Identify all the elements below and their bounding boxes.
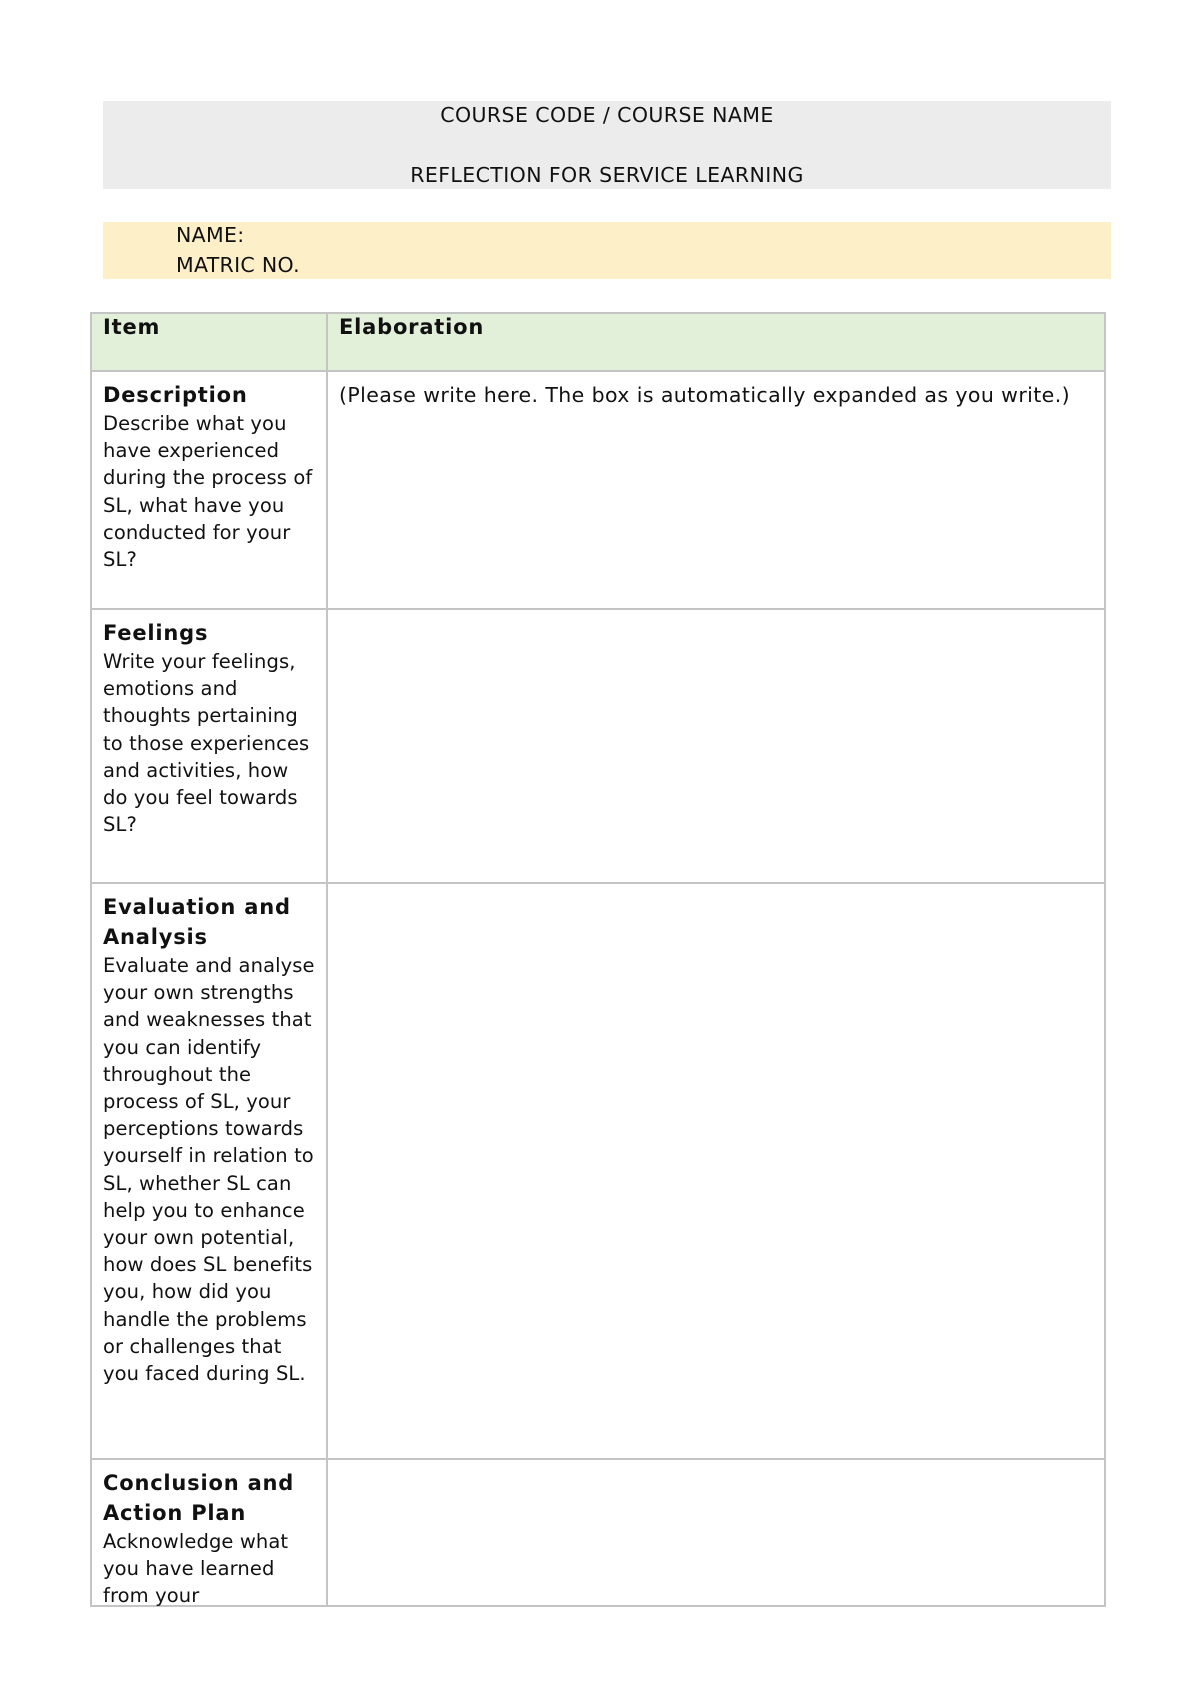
item-cell — [92, 372, 328, 608]
item-cell — [92, 610, 328, 882]
table-row-description — [92, 370, 1104, 608]
item-title: Description — [103, 383, 248, 407]
student-info-box — [103, 222, 1111, 279]
table-row-conclusion — [92, 1458, 1104, 1608]
elaboration-text[interactable]: (Please write here. The box is automatically expanded as you write.) — [339, 383, 1071, 407]
item-cell — [92, 884, 328, 1458]
reflection-title: REFLECTION FOR SERVICE LEARNING — [410, 163, 804, 187]
table-row-evaluation — [92, 882, 1104, 1458]
matric-field-label[interactable]: MATRIC NO. — [176, 253, 300, 277]
title-banner — [103, 101, 1111, 189]
elaboration-input-feelings[interactable] — [328, 610, 1104, 882]
item-title: Conclusion and Action Plan — [103, 1471, 295, 1525]
item-prompt: Describe what you have experienced during the process of SL, what have you conducted for your SL? — [103, 412, 313, 572]
item-title: Feelings — [103, 621, 209, 645]
column-header-item: Item — [92, 314, 328, 370]
item-prompt: Write your feelings, emotions and thoughts pertaining to those experiences and activities, how do you feel towards SL? — [103, 650, 310, 837]
column-header-elaboration: Elaboration — [339, 315, 485, 339]
item-prompt: Evaluate and analyse your own strengths and weaknesses that you can identify throughout the process of SL, your perceptions towards yourself in relation to SL, whether SL can help you to enhance your own potential, how does SL benefits you, how did you handle the problems or challenges that you faced during SL. — [103, 954, 315, 1386]
item-prompt: Acknowledge what you have learned from your — [103, 1530, 289, 1608]
elaboration-input-evaluation[interactable] — [328, 884, 1104, 1458]
elaboration-text[interactable] — [339, 1460, 1092, 1468]
elaboration-text[interactable] — [339, 884, 1092, 892]
elaboration-text[interactable] — [339, 610, 1092, 618]
reflection-table — [90, 312, 1106, 1607]
item-cell — [92, 1460, 328, 1608]
name-field-label[interactable]: NAME: — [176, 223, 245, 247]
item-title: Evaluation and Analysis — [103, 895, 291, 949]
elaboration-input-description[interactable] — [328, 372, 1104, 608]
table-header-row — [92, 314, 1104, 370]
elaboration-input-conclusion[interactable] — [328, 1460, 1104, 1605]
table-row-feelings — [92, 608, 1104, 882]
course-title: COURSE CODE / COURSE NAME — [440, 103, 774, 127]
